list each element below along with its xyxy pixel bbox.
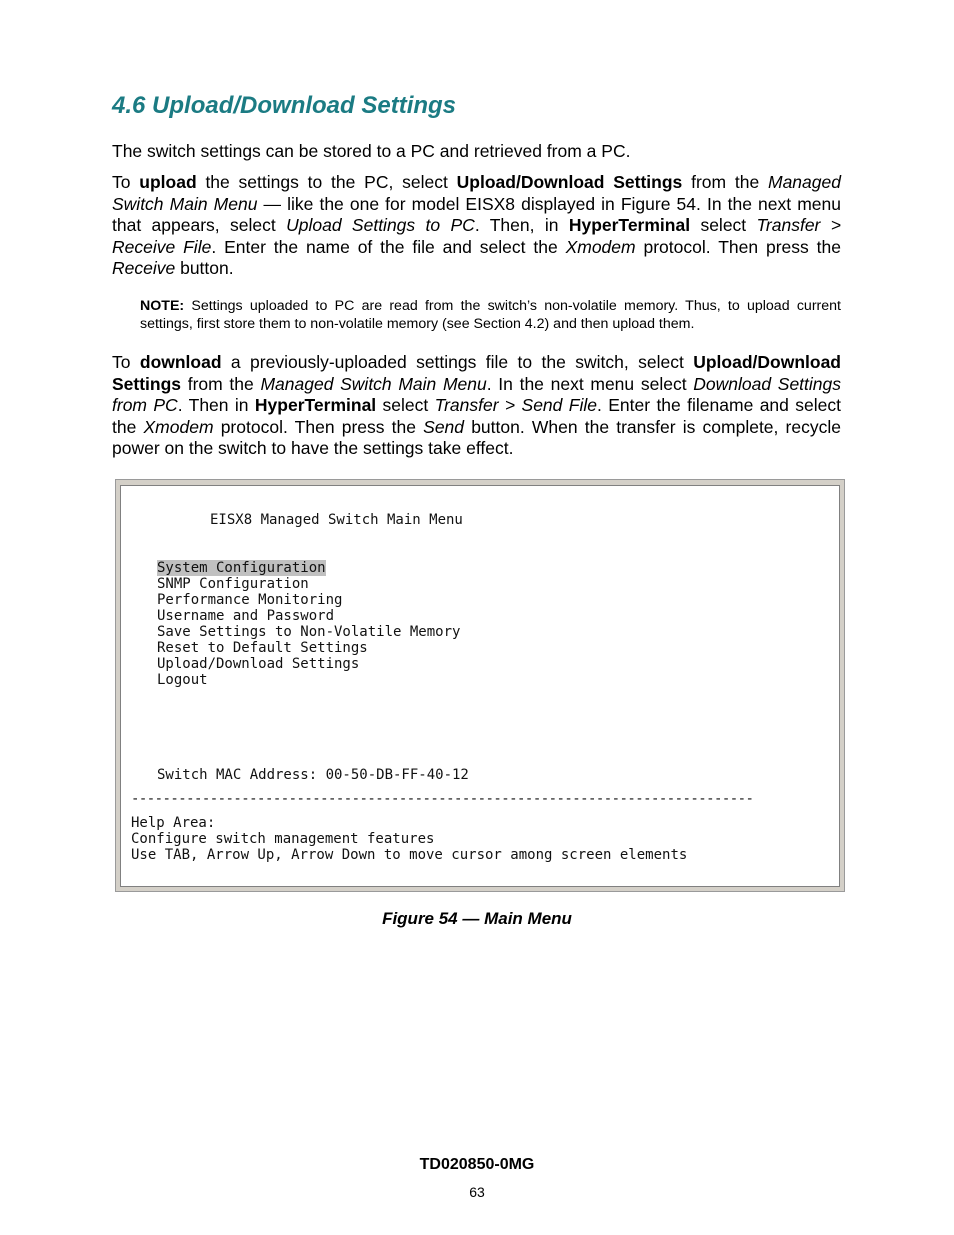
help-line: Configure switch management features xyxy=(131,831,435,847)
text-run: Xmodem xyxy=(565,236,636,257)
text-run: — like the one for model EISX8 displayed in Figure 54. In the next menu that appears, select xyxy=(112,193,841,235)
text-run: To xyxy=(112,172,140,192)
download-paragraph xyxy=(112,352,841,460)
text-run: upload xyxy=(139,172,197,192)
text-run: from the xyxy=(682,172,768,192)
text-run: . Then in xyxy=(177,395,255,415)
menu-item-performance-monitoring[interactable]: Performance Monitoring xyxy=(157,592,343,608)
menu-item-save-settings[interactable]: Save Settings to Non-Volatile Memory xyxy=(157,624,461,640)
note-text: Settings uploaded to PC are read from the switch’s non-volatile memory. Thus, to upload current settings, first store them to non-volatile memory (see Section 4.2) and then upload them. xyxy=(140,298,841,332)
text-run: . Enter the filename and select the xyxy=(112,395,841,437)
text-run: download xyxy=(139,352,222,372)
document-number: TD020850-0MG xyxy=(419,1156,535,1173)
text-run: Xmodem xyxy=(143,416,214,437)
text-run: select xyxy=(376,395,435,415)
text-run: Transfer > Receive File xyxy=(112,215,841,257)
note-block xyxy=(140,297,841,333)
text-run: Upload/Download Settings xyxy=(112,352,841,394)
text-run: a previously-uploaded settings file to the switch, select xyxy=(221,352,694,372)
menu-item-reset-defaults[interactable]: Reset to Default Settings xyxy=(157,640,368,656)
text-run: button. When the transfer is complete, recycle power on the switch to have the settings take effect. xyxy=(112,416,841,458)
text-run: . Then, in xyxy=(474,215,569,235)
help-line: Use TAB, Arrow Up, Arrow Down to move cursor among screen elements xyxy=(131,847,688,863)
text-run: the settings to the PC, select xyxy=(196,172,457,192)
text-run: from the xyxy=(181,373,261,394)
text-run: Download Settings from PC xyxy=(112,373,841,415)
menu-item-upload-download[interactable]: Upload/Download Settings xyxy=(157,656,360,672)
text-run: HyperTerminal xyxy=(254,395,377,415)
terminal-screenshot xyxy=(115,479,845,892)
page-number: 63 xyxy=(469,1184,485,1200)
text-run: . In the next menu select xyxy=(486,373,694,394)
menu-item-logout[interactable]: Logout xyxy=(157,672,208,688)
text-run: Receive xyxy=(112,258,176,278)
text-run: Transfer > Send File xyxy=(434,395,597,415)
text-run: To xyxy=(112,352,140,372)
text-run: . Enter the name of the file and select the xyxy=(211,236,566,257)
menu-item-system-configuration[interactable]: System Configuration xyxy=(157,560,326,576)
help-area-title: Help Area: xyxy=(131,815,216,831)
terminal-title: EISX8 Managed Switch Main Menu xyxy=(210,512,463,528)
text-run: Managed Switch Main Menu xyxy=(260,373,487,394)
note-label: NOTE: xyxy=(140,298,185,314)
terminal-divider: ------------------------------------------------------------------------------- xyxy=(131,791,754,807)
text-run: Upload Settings to PC xyxy=(286,215,475,235)
terminal-window xyxy=(120,485,840,887)
figure-caption: Figure 54 — Main Menu xyxy=(382,909,572,928)
text-run: select xyxy=(690,215,757,235)
text-run: HyperTerminal xyxy=(568,215,691,235)
text-run: protocol. Then press the xyxy=(635,236,841,257)
switch-mac-address: Switch MAC Address: 00-50-DB-FF-40-12 xyxy=(157,767,469,783)
text-run: button. xyxy=(175,258,234,278)
menu-item-username-password[interactable]: Username and Password xyxy=(157,608,335,624)
text-run: protocol. Then press the xyxy=(213,416,424,437)
text-run: Managed Switch Main Menu xyxy=(112,172,841,214)
terminal-screen xyxy=(121,486,839,886)
text-run: Upload/Download Settings xyxy=(456,172,683,192)
section-heading: 4.6 Upload/Download Settings xyxy=(112,92,457,119)
upload-paragraph xyxy=(112,172,841,280)
text-run: Send xyxy=(423,416,465,437)
intro-paragraph: The switch settings can be stored to a PC and retrieved from a PC. xyxy=(112,141,631,161)
menu-item-snmp-configuration[interactable]: SNMP Configuration xyxy=(157,576,309,592)
